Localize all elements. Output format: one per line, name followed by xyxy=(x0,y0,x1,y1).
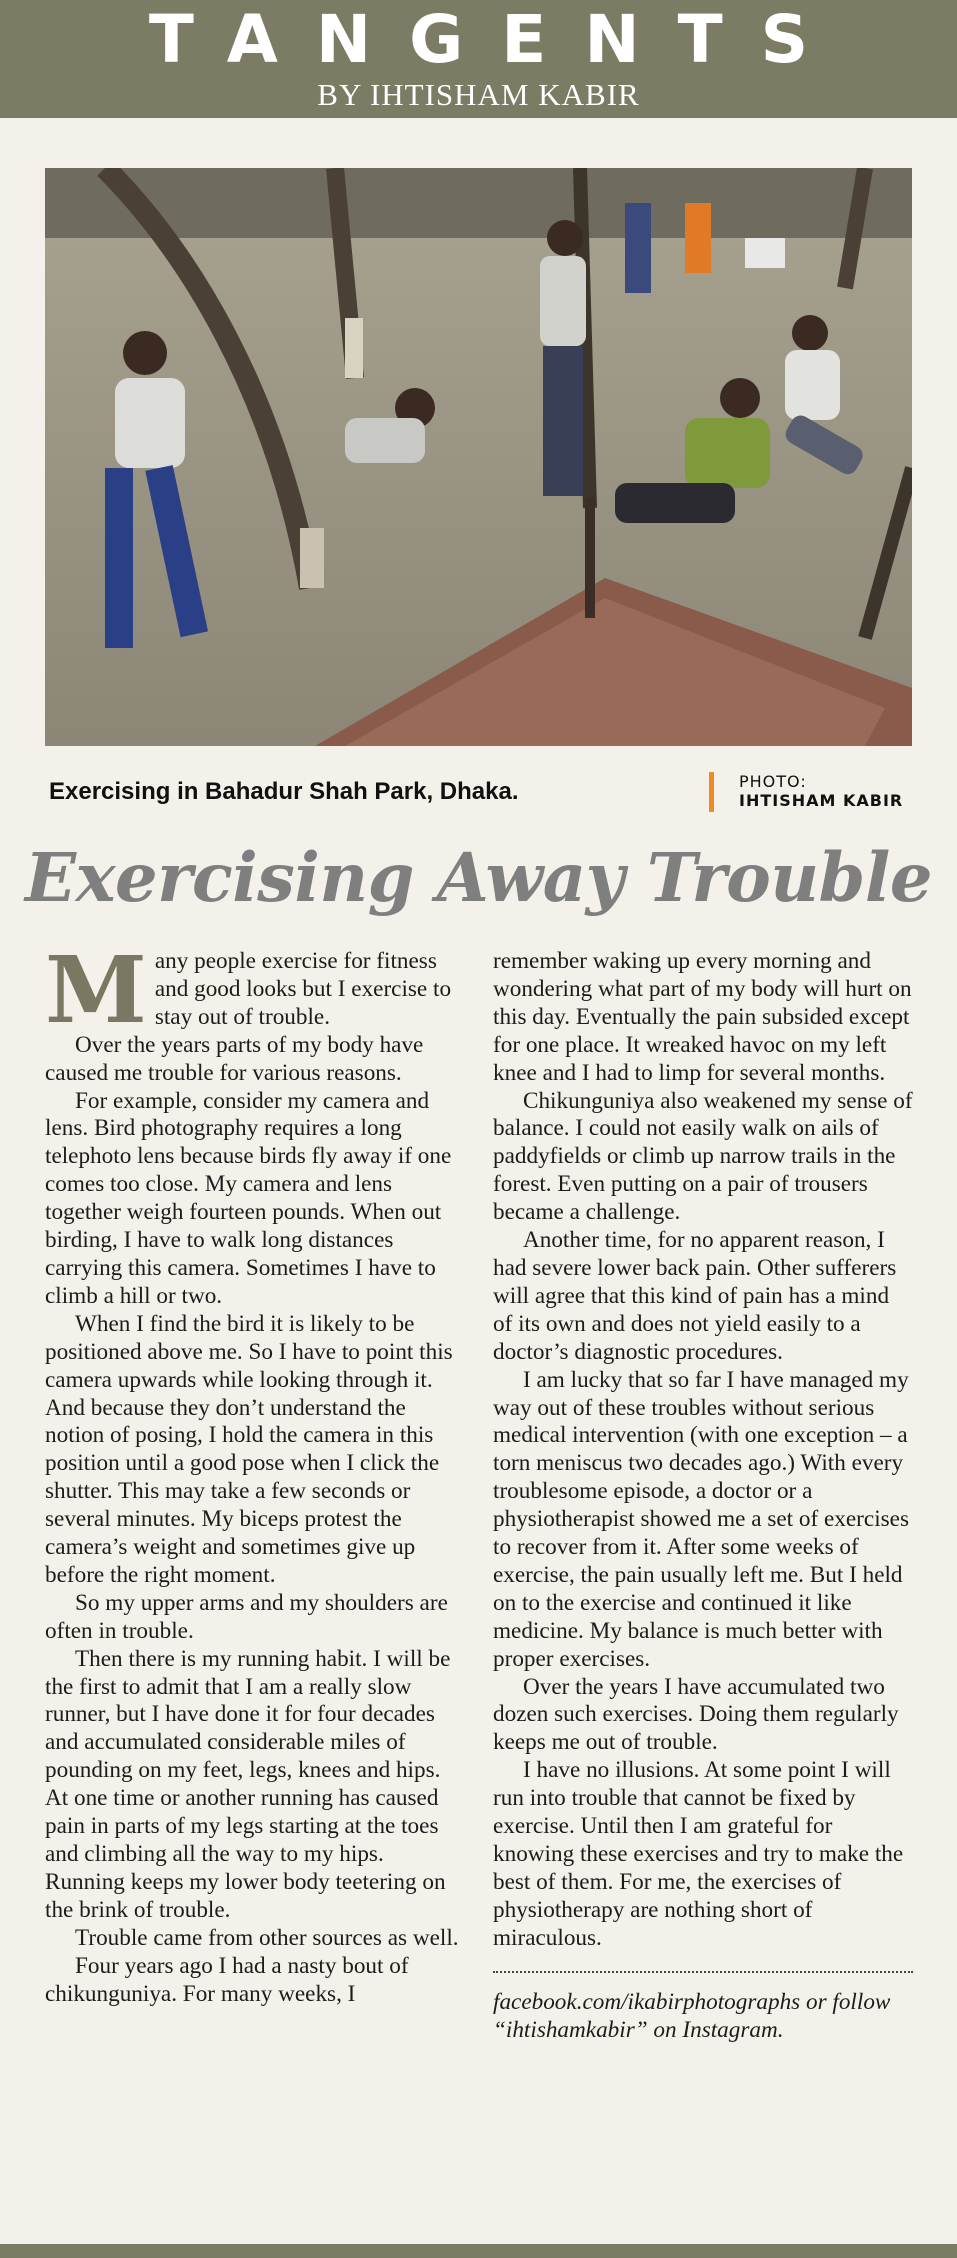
paragraph: I have no illusions. At some point I will run into trouble that cannot be fixed by exercise. Until then I am grateful for knowing these exercises and try to make the best of them. For me, the exercises of physiotherapy are nothing short of miraculous. xyxy=(493,1757,904,1951)
article-photo xyxy=(45,168,912,746)
dotted-divider xyxy=(493,1971,913,1973)
article-headline: Exercising Away Trouble xyxy=(25,838,932,917)
footer-bar xyxy=(0,2244,957,2258)
paragraph: So my upper arms and my shoulders are often in trouble. xyxy=(45,1589,448,1644)
park-exercise-photo xyxy=(45,168,912,746)
paragraph: Over the years I have accumulated two dozen such exercises. Doing them regularly keeps me out of trouble. xyxy=(493,1673,899,1756)
paragraph: I am lucky that so far I have managed my way out of these troubles without serious medical intervention (with one exception – a torn meniscus two decades ago.) With every troublesome episode, a doctor or a physiotherapist showed me a set of exercises to recover from it. After some weeks of exercise, the pain usually left me. But I held on to the exercise and continued it like medicine. My balance is much better with proper exercises. xyxy=(493,1366,909,1672)
paragraph-text: any people exercise for fitness and good looks but I exercise to stay out of trouble. xyxy=(154,948,452,1030)
photo-credit-name: IHTISHAM KABIR xyxy=(739,791,904,810)
article-column-left xyxy=(45,936,465,2008)
photo-caption-row xyxy=(45,770,912,816)
paragraph: Over the years parts of my body have caused me trouble for various reasons. xyxy=(45,1031,424,1086)
article-column-right xyxy=(493,948,913,2044)
drop-cap: M xyxy=(45,936,147,1044)
photo-credit xyxy=(739,772,903,810)
paragraph: When I find the bird it is likely to be positioned above me. So I have to point this camera upwards while looking through it. And because they don’t understand the notion of posing, I hold the camera in this position until a good pose when I click the shutter. This may take a few seconds or several minutes. My biceps protest the camera’s weight and sometimes give up before the right moment. xyxy=(45,1310,453,1588)
paragraph: Trouble came from other sources as well. xyxy=(75,1924,459,1951)
paragraph: Four years ago I had a nasty bout of chikunguniya. For many weeks, I xyxy=(45,1952,409,2007)
photo-credit-label: PHOTO: xyxy=(739,772,807,791)
paragraph: remember waking up every morning and wondering what part of my body will hurt on this day. Eventually the pain subsided except for one place. It wreaked havoc on my left knee and I had to limp for several months. xyxy=(493,948,912,1086)
paragraph: For example, consider my camera and lens. Bird photography requires a long telephoto lens because birds fly away if one comes too close. My camera and lens together weigh fourteen pounds. When out birding, I have to walk long distances carrying this camera. Sometimes I have to climb a hill or two. xyxy=(45,1087,452,1309)
credit-accent-bar xyxy=(709,772,714,812)
byline: BY IHTISHAM KABIR xyxy=(317,77,640,112)
paragraph: Another time, for no apparent reason, I had severe lower back pain. Other sufferers will agree that this kind of pain has a mind of its own and does not yield easily to a doctor’s diagnostic procedures. xyxy=(493,1227,897,1365)
social-media-note: facebook.com/ikabirphotographs or follow “ihtishamkabir” on Instagram. xyxy=(493,1988,891,2043)
paragraph: Chikunguniya also weakened my sense of balance. I could not easily walk on ails of paddyfields or climb up narrow trails in the forest. Even putting on a pair of trousers became a challenge. xyxy=(493,1087,913,1226)
masthead xyxy=(0,0,957,118)
photo-caption: Exercising in Bahadur Shah Park, Dhaka. xyxy=(49,778,519,805)
column-title: TANGENTS xyxy=(148,1,847,78)
paragraph xyxy=(45,936,465,1044)
paragraph: Then there is my running habit. I will be the first to admit that I am a really slow runner, but I have done it for four decades and accumulated considerable miles of pounding on my feet, legs, knees and hips. At one time or another running has caused pain in parts of my legs starting at the toes and climbing all the way to my hips. Running keeps my lower body teetering on the brink of trouble. xyxy=(45,1645,451,1923)
